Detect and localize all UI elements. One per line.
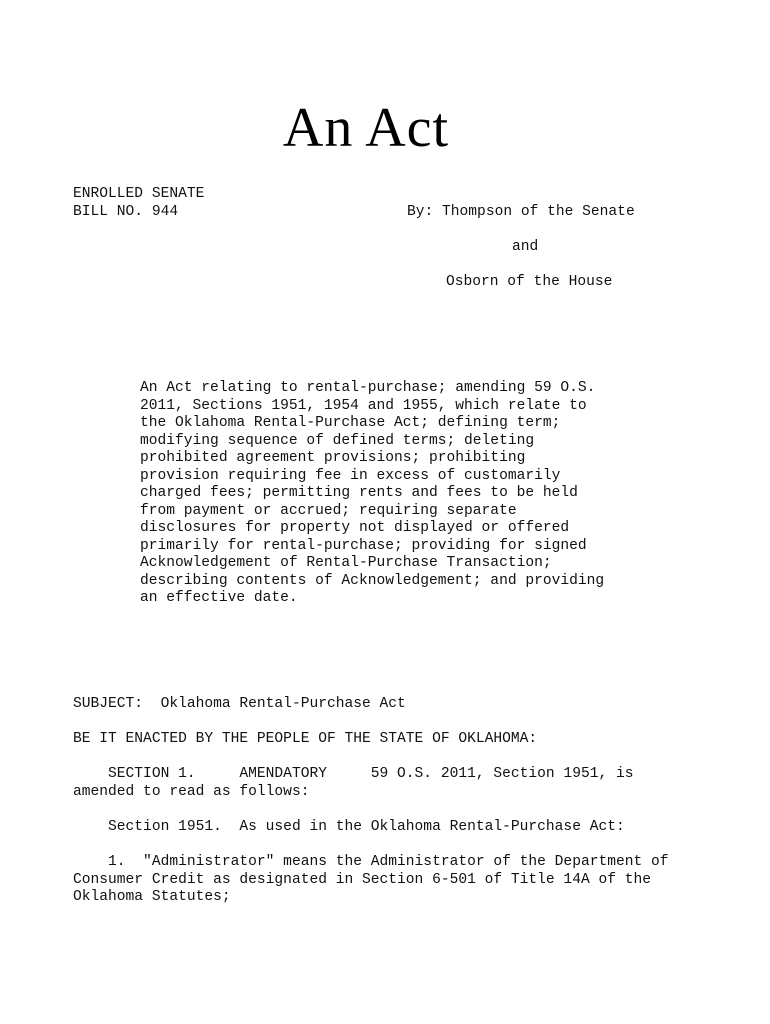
abstract-line: from payment or accrued; requiring separate (140, 502, 517, 519)
definition-1-line: 1. "Administrator" means the Administrator of the Department of (73, 854, 669, 870)
definition-1 (73, 854, 733, 907)
abstract-line: primarily for rental-purchase; providing for signed (140, 537, 587, 554)
section-1-header (73, 766, 733, 801)
act-abstract (140, 380, 660, 608)
abstract-line: prohibited agreement provisions; prohibiting (140, 450, 526, 466)
abstract-line: An Act relating to rental-purchase; amending 59 O.S. (140, 380, 596, 396)
enacting-clause: BE IT ENACTED BY THE PEOPLE OF THE STATE OF OKLAHOMA: (73, 731, 538, 747)
sponsor-conjunction: and (512, 239, 539, 255)
bill-label-line2: BILL NO. 944 (73, 204, 179, 220)
section-1-line: SECTION 1. AMENDATORY 59 O.S. 2011, Section 1951, is (73, 766, 634, 782)
abstract-line: provision requiring fee in excess of customarily (140, 467, 561, 484)
bill-label-line1: ENROLLED SENATE (73, 186, 205, 202)
section-1951-heading: Section 1951. As used in the Oklahoma Rental-Purchase Act: (73, 819, 625, 835)
abstract-line: Acknowledgement of Rental-Purchase Transaction; (140, 555, 552, 571)
abstract-line: describing contents of Acknowledgement; and providing (140, 572, 605, 589)
definition-1-line: Consumer Credit as designated in Section 6-501 of Title 14A of the (73, 871, 652, 888)
subject-line: SUBJECT: Oklahoma Rental-Purchase Act (73, 696, 406, 712)
sponsor-house: Osborn of the House (446, 274, 613, 290)
abstract-line: disclosures for property not displayed or offered (140, 520, 570, 536)
sponsor-senate: By: Thompson of the Senate (407, 204, 635, 220)
definition-1-line: Oklahoma Statutes; (73, 889, 231, 905)
document-title: An Act (282, 97, 450, 159)
abstract-line: 2011, Sections 1951, 1954 and 1955, which relate to (140, 397, 587, 414)
abstract-line: the Oklahoma Rental-Purchase Act; defining term; (140, 415, 561, 431)
abstract-line: an effective date. (140, 590, 298, 606)
abstract-line: charged fees; permitting rents and fees to be held (140, 485, 578, 501)
section-1-line: amended to read as follows: (73, 783, 310, 800)
abstract-line: modifying sequence of defined terms; deleting (140, 432, 535, 449)
